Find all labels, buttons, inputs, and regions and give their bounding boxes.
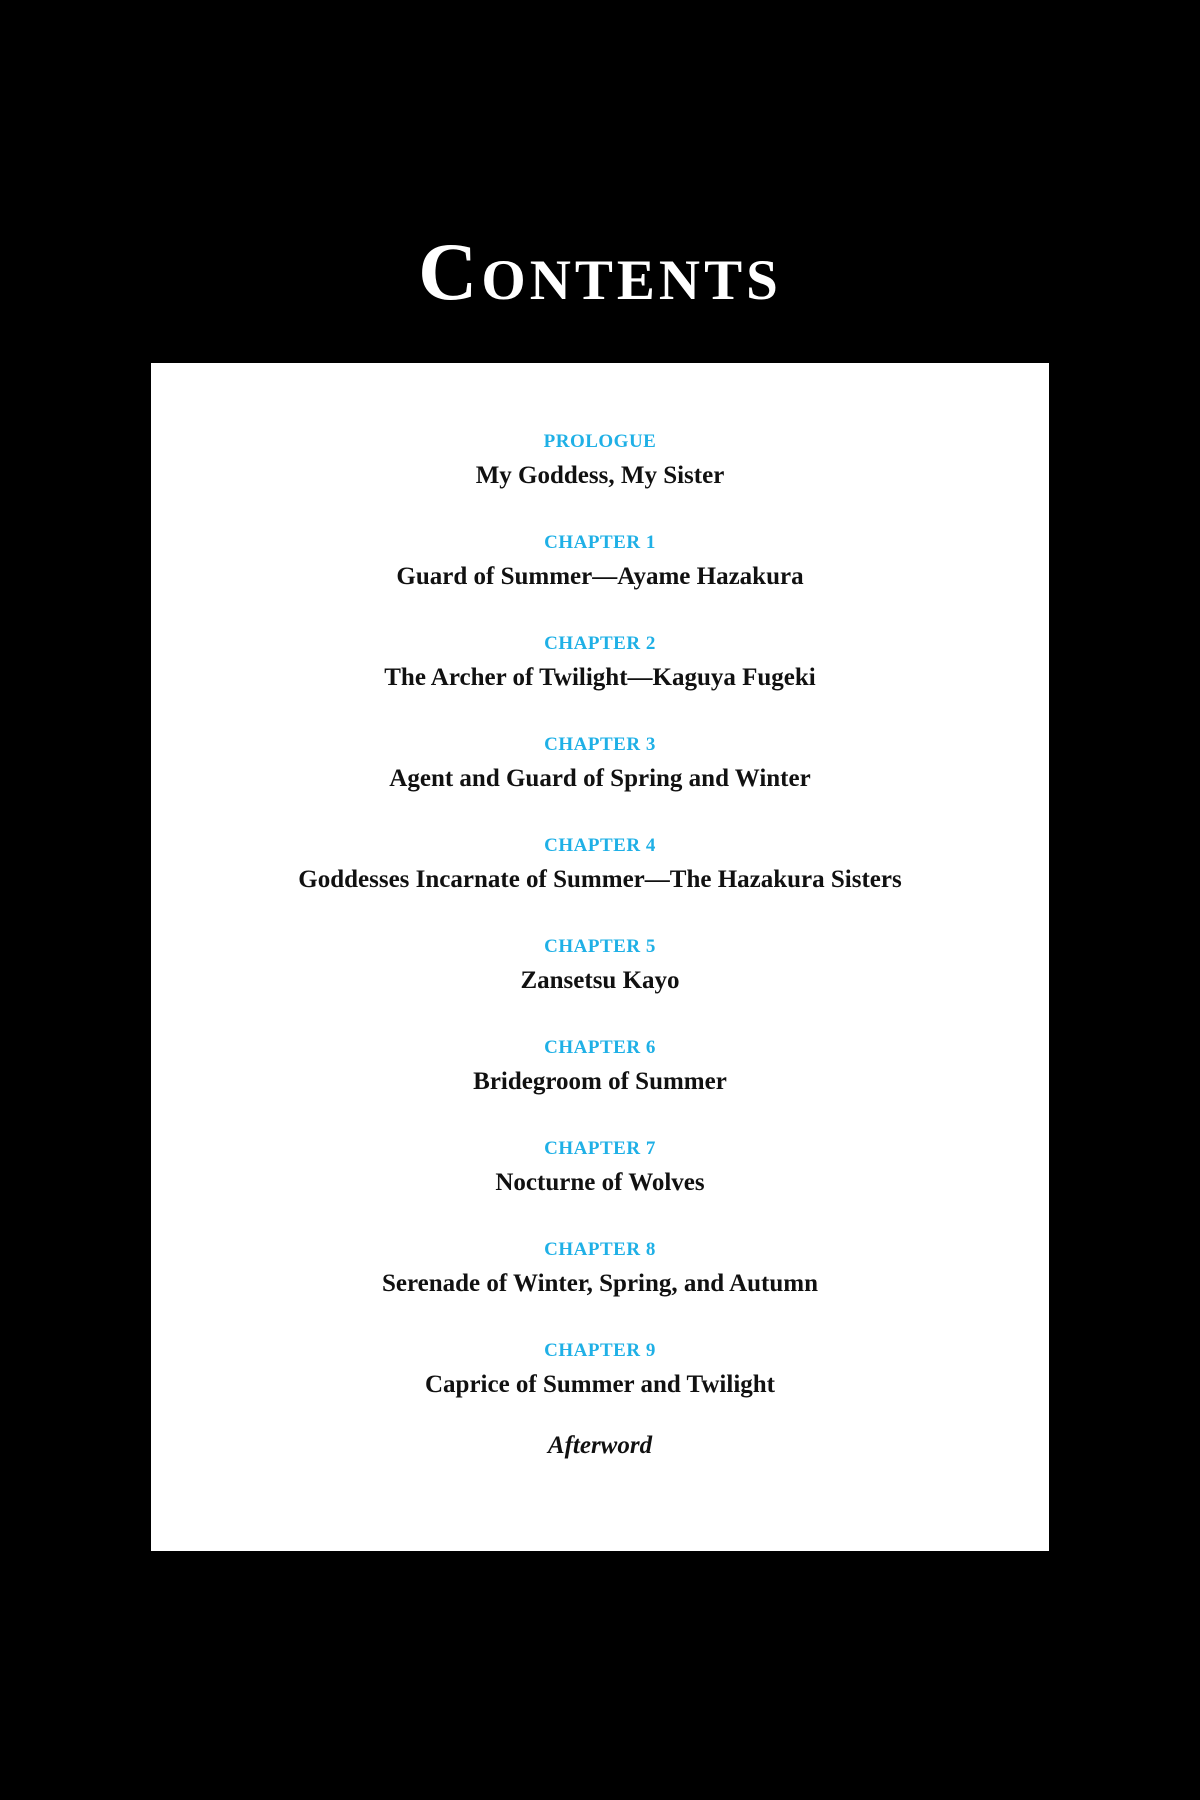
toc-list (151, 425, 1049, 1435)
entry-title: Guard of Summer—Ayame Hazakura (396, 563, 804, 590)
entry-title: Serenade of Winter, Spring, and Autumn (382, 1270, 818, 1297)
entry-title: Bridegroom of Summer (473, 1068, 727, 1095)
toc-entry-chapter-2[interactable] (151, 627, 1049, 728)
toc-entry-chapter-4[interactable] (151, 829, 1049, 930)
entry-label: CHAPTER 9 (544, 1340, 656, 1361)
toc-entry-chapter-7[interactable] (151, 1132, 1049, 1233)
entry-label: CHAPTER 3 (544, 734, 656, 755)
page-title: Contents (418, 226, 782, 317)
entry-label: CHAPTER 4 (544, 835, 656, 856)
afterword-wrapper (151, 1432, 1049, 1466)
toc-entry-chapter-9[interactable] (151, 1334, 1049, 1435)
entry-title: The Archer of Twilight—Kaguya Fugeki (384, 664, 816, 691)
toc-entry-chapter-1[interactable] (151, 526, 1049, 627)
toc-entry-chapter-8[interactable] (151, 1233, 1049, 1334)
entry-label: CHAPTER 5 (544, 936, 656, 957)
toc-entry-chapter-6[interactable] (151, 1031, 1049, 1132)
entry-title: My Goddess, My Sister (475, 462, 725, 489)
toc-entry-chapter-5[interactable] (151, 930, 1049, 1031)
entry-label: CHAPTER 1 (544, 532, 656, 553)
toc-panel (151, 363, 1049, 1551)
entry-title: Goddesses Incarnate of Summer—The Hazakura Sisters (298, 866, 902, 893)
entry-title: Caprice of Summer and Twilight (424, 1371, 775, 1398)
entry-label: PROLOGUE (543, 431, 657, 452)
entry-title: Zansetsu Kayo (520, 967, 680, 994)
toc-entry-afterword[interactable]: Afterword (547, 1432, 653, 1459)
entry-label: CHAPTER 7 (544, 1138, 656, 1159)
entry-label: CHAPTER 6 (544, 1037, 656, 1058)
entry-label: CHAPTER 2 (544, 633, 656, 654)
entry-label: CHAPTER 8 (544, 1239, 656, 1260)
toc-entry-chapter-3[interactable] (151, 728, 1049, 829)
toc-entry-prologue[interactable] (151, 425, 1049, 526)
entry-title: Agent and Guard of Spring and Winter (389, 765, 811, 792)
entry-title: Nocturne of Wolves (495, 1169, 705, 1196)
